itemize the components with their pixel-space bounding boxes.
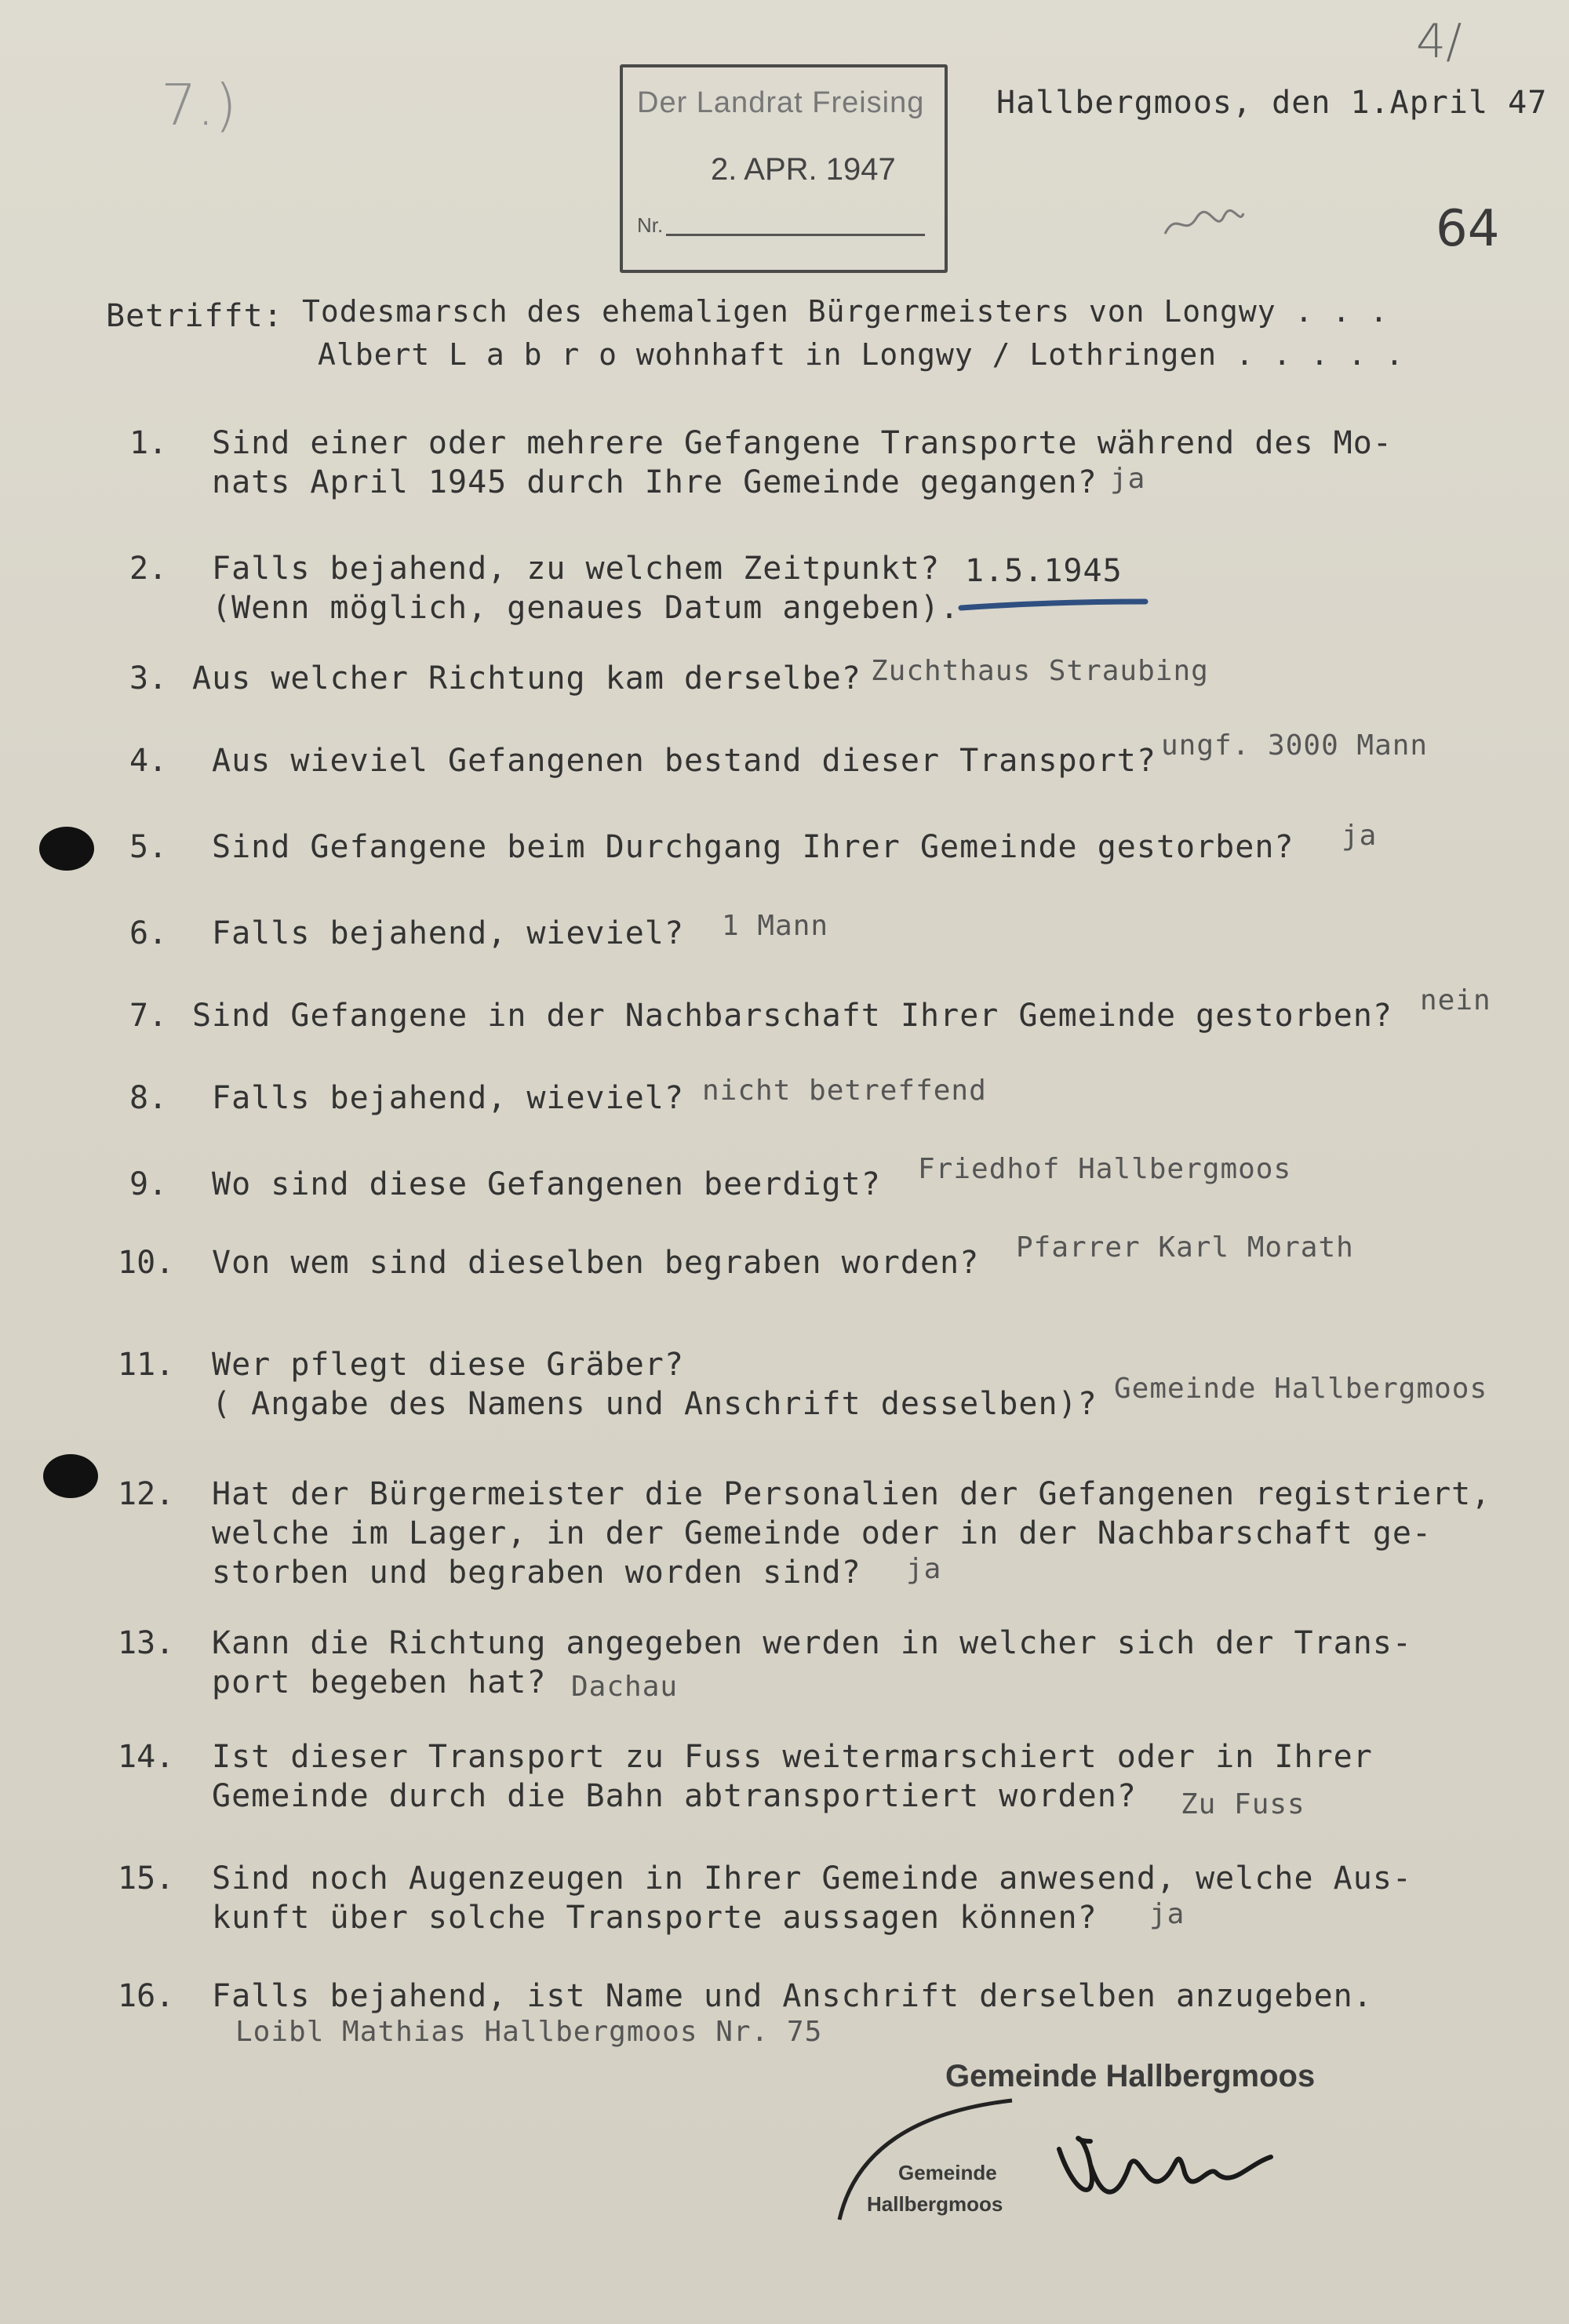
- question-line: Sind einer oder mehrere Gefangene Transporte während des Mo-: [212, 425, 1392, 461]
- question-number: 9.: [129, 1166, 168, 1202]
- stamp-number-line: [666, 234, 925, 236]
- question-line: ( Angabe des Namens und Anschrift desselben)?: [212, 1386, 1098, 1422]
- question-line: nats April 1945 durch Ihre Gemeinde gegangen?: [212, 464, 1098, 500]
- question-answer: Dachau: [571, 1671, 679, 1703]
- stamp-number-label: Nr.: [637, 213, 664, 237]
- subject-line-1: Todesmarsch des ehemaligen Bürgermeisters von Longwy . . .: [302, 294, 1389, 329]
- question-number: 2.: [129, 551, 168, 587]
- question-text: [192, 659, 861, 698]
- stamp-office: Der Landrat Freising: [637, 86, 925, 119]
- seal-line-2: Hallbergmoos: [867, 2192, 1003, 2216]
- question-number: 12.: [118, 1476, 175, 1512]
- question-answer: Loibl Mathias Hallbergmoos Nr. 75: [235, 2016, 823, 2048]
- question-answer: Zuchthaus Straubing: [871, 655, 1209, 687]
- question-answer: ja: [1149, 1898, 1185, 1930]
- subject-label: Betrifft:: [106, 298, 283, 334]
- question-line: Sind Gefangene in der Nachbarschaft Ihrer Gemeinde gestorben?: [192, 998, 1393, 1034]
- question-number: 4.: [129, 743, 168, 779]
- question-text: [212, 1859, 1412, 1937]
- question-text: [212, 741, 1156, 780]
- question-answer: Gemeinde Hallbergmoos: [1114, 1373, 1488, 1405]
- question-answer: ja: [906, 1553, 942, 1585]
- question-answer: Friedhof Hallbergmoos: [918, 1153, 1292, 1185]
- question-text: [212, 1977, 1373, 2016]
- question-line: Falls bejahend, wieviel?: [212, 1080, 684, 1116]
- question-text: [192, 996, 1392, 1035]
- question-line: welche im Lager, in der Gemeinde oder in der Nachbarschaft ge-: [212, 1515, 1432, 1551]
- question-number: 16.: [118, 1978, 175, 2014]
- question-number: 10.: [118, 1245, 175, 1281]
- question-line: Wer pflegt diese Gräber?: [212, 1347, 684, 1383]
- question-number: 5.: [129, 829, 168, 865]
- question-number: 3.: [129, 660, 168, 696]
- question-number: 7.: [129, 998, 168, 1034]
- pencil-mark-top-right: 4/: [1416, 14, 1462, 69]
- question-number: 1.: [129, 425, 168, 461]
- question-text: [212, 1165, 881, 1204]
- question-line: Sind noch Augenzeugen in Ihrer Gemeinde anwesend, welche Aus-: [212, 1860, 1413, 1897]
- seal-line-1: Gemeinde: [898, 2161, 997, 2184]
- question-text: [212, 1078, 684, 1118]
- question-line: storben und begraben worden sind?: [212, 1555, 861, 1591]
- question-line: Falls bejahend, zu welchem Zeitpunkt?: [212, 551, 941, 587]
- punch-hole-top: [39, 827, 94, 871]
- question-text: [212, 1345, 1098, 1424]
- question-text: [212, 914, 684, 953]
- question-number: 14.: [118, 1739, 175, 1775]
- question-answer: ja: [1110, 463, 1146, 495]
- place-date: Hallbergmoos, den 1.April 47: [996, 85, 1548, 121]
- question-answer: Pfarrer Karl Morath: [1016, 1231, 1354, 1264]
- question-line: Hat der Bürgermeister die Personalien der Gefangenen registriert,: [212, 1476, 1491, 1512]
- municipality-stamp: Gemeinde Hallbergmoos: [945, 2059, 1316, 2093]
- question-number: 8.: [129, 1080, 168, 1116]
- question-line: Falls bejahend, ist Name und Anschrift derselben anzugeben.: [212, 1978, 1373, 2014]
- question-line: Falls bejahend, wieviel?: [212, 915, 684, 951]
- question-line: Sind Gefangene beim Durchgang Ihrer Gemeinde gestorben?: [212, 829, 1294, 865]
- question-number: 15.: [118, 1860, 175, 1897]
- question-text: [212, 827, 1294, 867]
- signature: [1043, 2118, 1279, 2228]
- question-line: Ist dieser Transport zu Fuss weitermarschiert oder in Ihrer: [212, 1739, 1373, 1775]
- question-line: kunft über solche Transporte aussagen können?: [212, 1900, 1098, 1936]
- question-line: Aus wieviel Gefangenen bestand dieser Transport?: [212, 743, 1156, 779]
- pencil-scribble: [1161, 202, 1247, 242]
- question-line: Wo sind diese Gefangenen beerdigt?: [212, 1166, 881, 1202]
- question-number: 6.: [129, 915, 168, 951]
- page-number: 64: [1436, 200, 1500, 258]
- question-line: (Wenn möglich, genaues Datum angeben).: [212, 590, 960, 626]
- question-text: [212, 1624, 1412, 1702]
- receipt-stamp: [620, 64, 948, 273]
- question-answer: Zu Fuss: [1181, 1788, 1305, 1820]
- question-line: Aus welcher Richtung kam derselbe?: [192, 660, 861, 696]
- date-underline: [957, 592, 1153, 616]
- question-number: 13.: [118, 1625, 175, 1661]
- question-text: [212, 549, 959, 627]
- question-line: Von wem sind dieselben begraben worden?: [212, 1245, 980, 1281]
- question-answer: nicht betreffend: [702, 1075, 987, 1107]
- punch-hole-bottom: [43, 1454, 98, 1498]
- stamp-date: 2. APR. 1947: [711, 152, 896, 187]
- pencil-mark-top-left: 7.): [161, 72, 237, 138]
- question-answer: 1 Mann: [722, 910, 829, 942]
- subject-line-2: Albert L a b r o wohnhaft in Longwy / Lothringen . . . . .: [318, 337, 1404, 372]
- question-text: [212, 424, 1392, 502]
- question-text: [212, 1243, 979, 1282]
- question-line: port begeben hat?: [212, 1664, 547, 1700]
- question-answer: 1.5.1945: [965, 553, 1123, 589]
- question-answer: ja: [1341, 820, 1378, 852]
- question-text: [212, 1475, 1491, 1592]
- question-line: Gemeinde durch die Bahn abtransportiert worden?: [212, 1778, 1137, 1814]
- question-answer: nein: [1420, 984, 1491, 1017]
- question-line: Kann die Richtung angegeben werden in welcher sich der Trans-: [212, 1625, 1413, 1661]
- question-answer: ungf. 3000 Mann: [1161, 729, 1429, 762]
- question-number: 11.: [118, 1347, 175, 1383]
